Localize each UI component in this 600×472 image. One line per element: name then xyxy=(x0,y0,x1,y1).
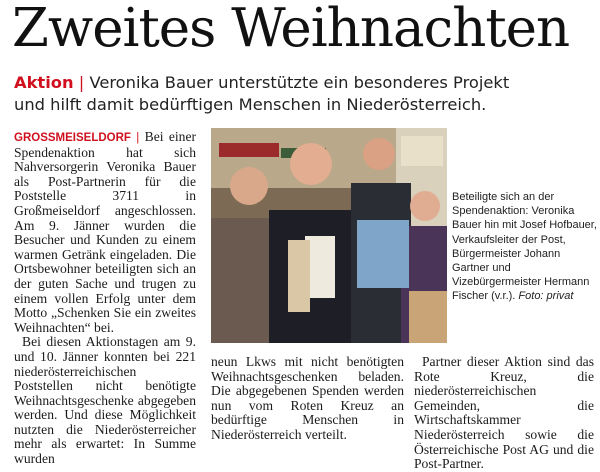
photo-caption xyxy=(452,190,598,304)
article-column-2-text: neun Lkws mit nicht benötigten Weihnachtsgeschenken beladen. Die abgegebenen Spenden werden nun vom Roten Kreuz an bedürftige Menschen in Niederösterreich verteilt. xyxy=(211,354,404,442)
subhead-text-2: und hilft damit bedürftigen Menschen in Niederösterreich. xyxy=(14,95,487,114)
subhead-line-1 xyxy=(14,72,594,94)
photo-credit: Foto: privat xyxy=(518,290,574,303)
caption-text: Beteiligte sich an der Spendenaktion: Veronika Bauer hin mit Josef Hofbauer, Verkaufsleiter der Post, Bürgermeister Johann Gartner und Vizebürgermeister Hermann Fischer (v.r.). xyxy=(452,191,597,303)
person-center-head xyxy=(290,143,332,185)
article-column-2 xyxy=(211,355,404,443)
person-left-head xyxy=(230,167,268,205)
aktion-tag: Aktion xyxy=(14,73,74,92)
article-paragraph-2: Bei diesen Aktionstagen am 9. und 10. Jänner konnten bei 221 niederösterreichischen Poststellen nicht benötigte Weihnachtsgeschenke abgegeben werden. Und diese Möglichkeit nutzten die Niederösterreicher mehr als erwartet: In Summe wurden xyxy=(14,334,196,467)
photo-illustration xyxy=(211,128,447,343)
article-photo xyxy=(211,128,447,343)
article-paragraph-1-text: Bei einer Spendenaktion hat sich Nahversorgerin Veronika Bauer als Post-Partnerin für die Poststelle 3711 in Großmeiseldorf angeschlossen. Am 9. Jänner wurden die Besucher und Kunden zu einem warmen Getränk eingeladen. Die Ortsbewohner beteiligten sich an der guten Sache und trugen zu einem vollen Erfolg unter dem Motto „Schenken Sie ein zweites Weihnachten“ bei. xyxy=(14,129,197,335)
dateline-separator: | xyxy=(136,132,140,144)
article-column-3 xyxy=(414,355,594,472)
subhead-text-1: Veronika Bauer unterstützte ein besonderes Projekt xyxy=(89,73,510,92)
gift-package xyxy=(357,220,409,288)
article-column-1 xyxy=(14,130,196,467)
person-right-head xyxy=(363,138,395,170)
gift-bag-wrapped xyxy=(288,240,310,312)
article-paragraph-1 xyxy=(14,130,196,335)
wall-sign xyxy=(401,136,443,166)
headline: Zweites Weihnachten xyxy=(12,0,570,59)
shop-counter xyxy=(409,291,447,343)
subhead xyxy=(14,72,594,116)
subhead-separator: | xyxy=(78,73,85,92)
shelf-goods xyxy=(219,143,279,157)
article-column-3-text: Partner dieser Aktion sind das Rote Kreuz, die niederösterreichischen Gemeinden, die Wirtschaftskammer Niederösterreich sowie die Österreichische Post AG und die Post-Partner. xyxy=(414,354,594,472)
dateline-location: GROSSMEISELDORF xyxy=(14,132,131,144)
woman-head xyxy=(410,191,440,221)
